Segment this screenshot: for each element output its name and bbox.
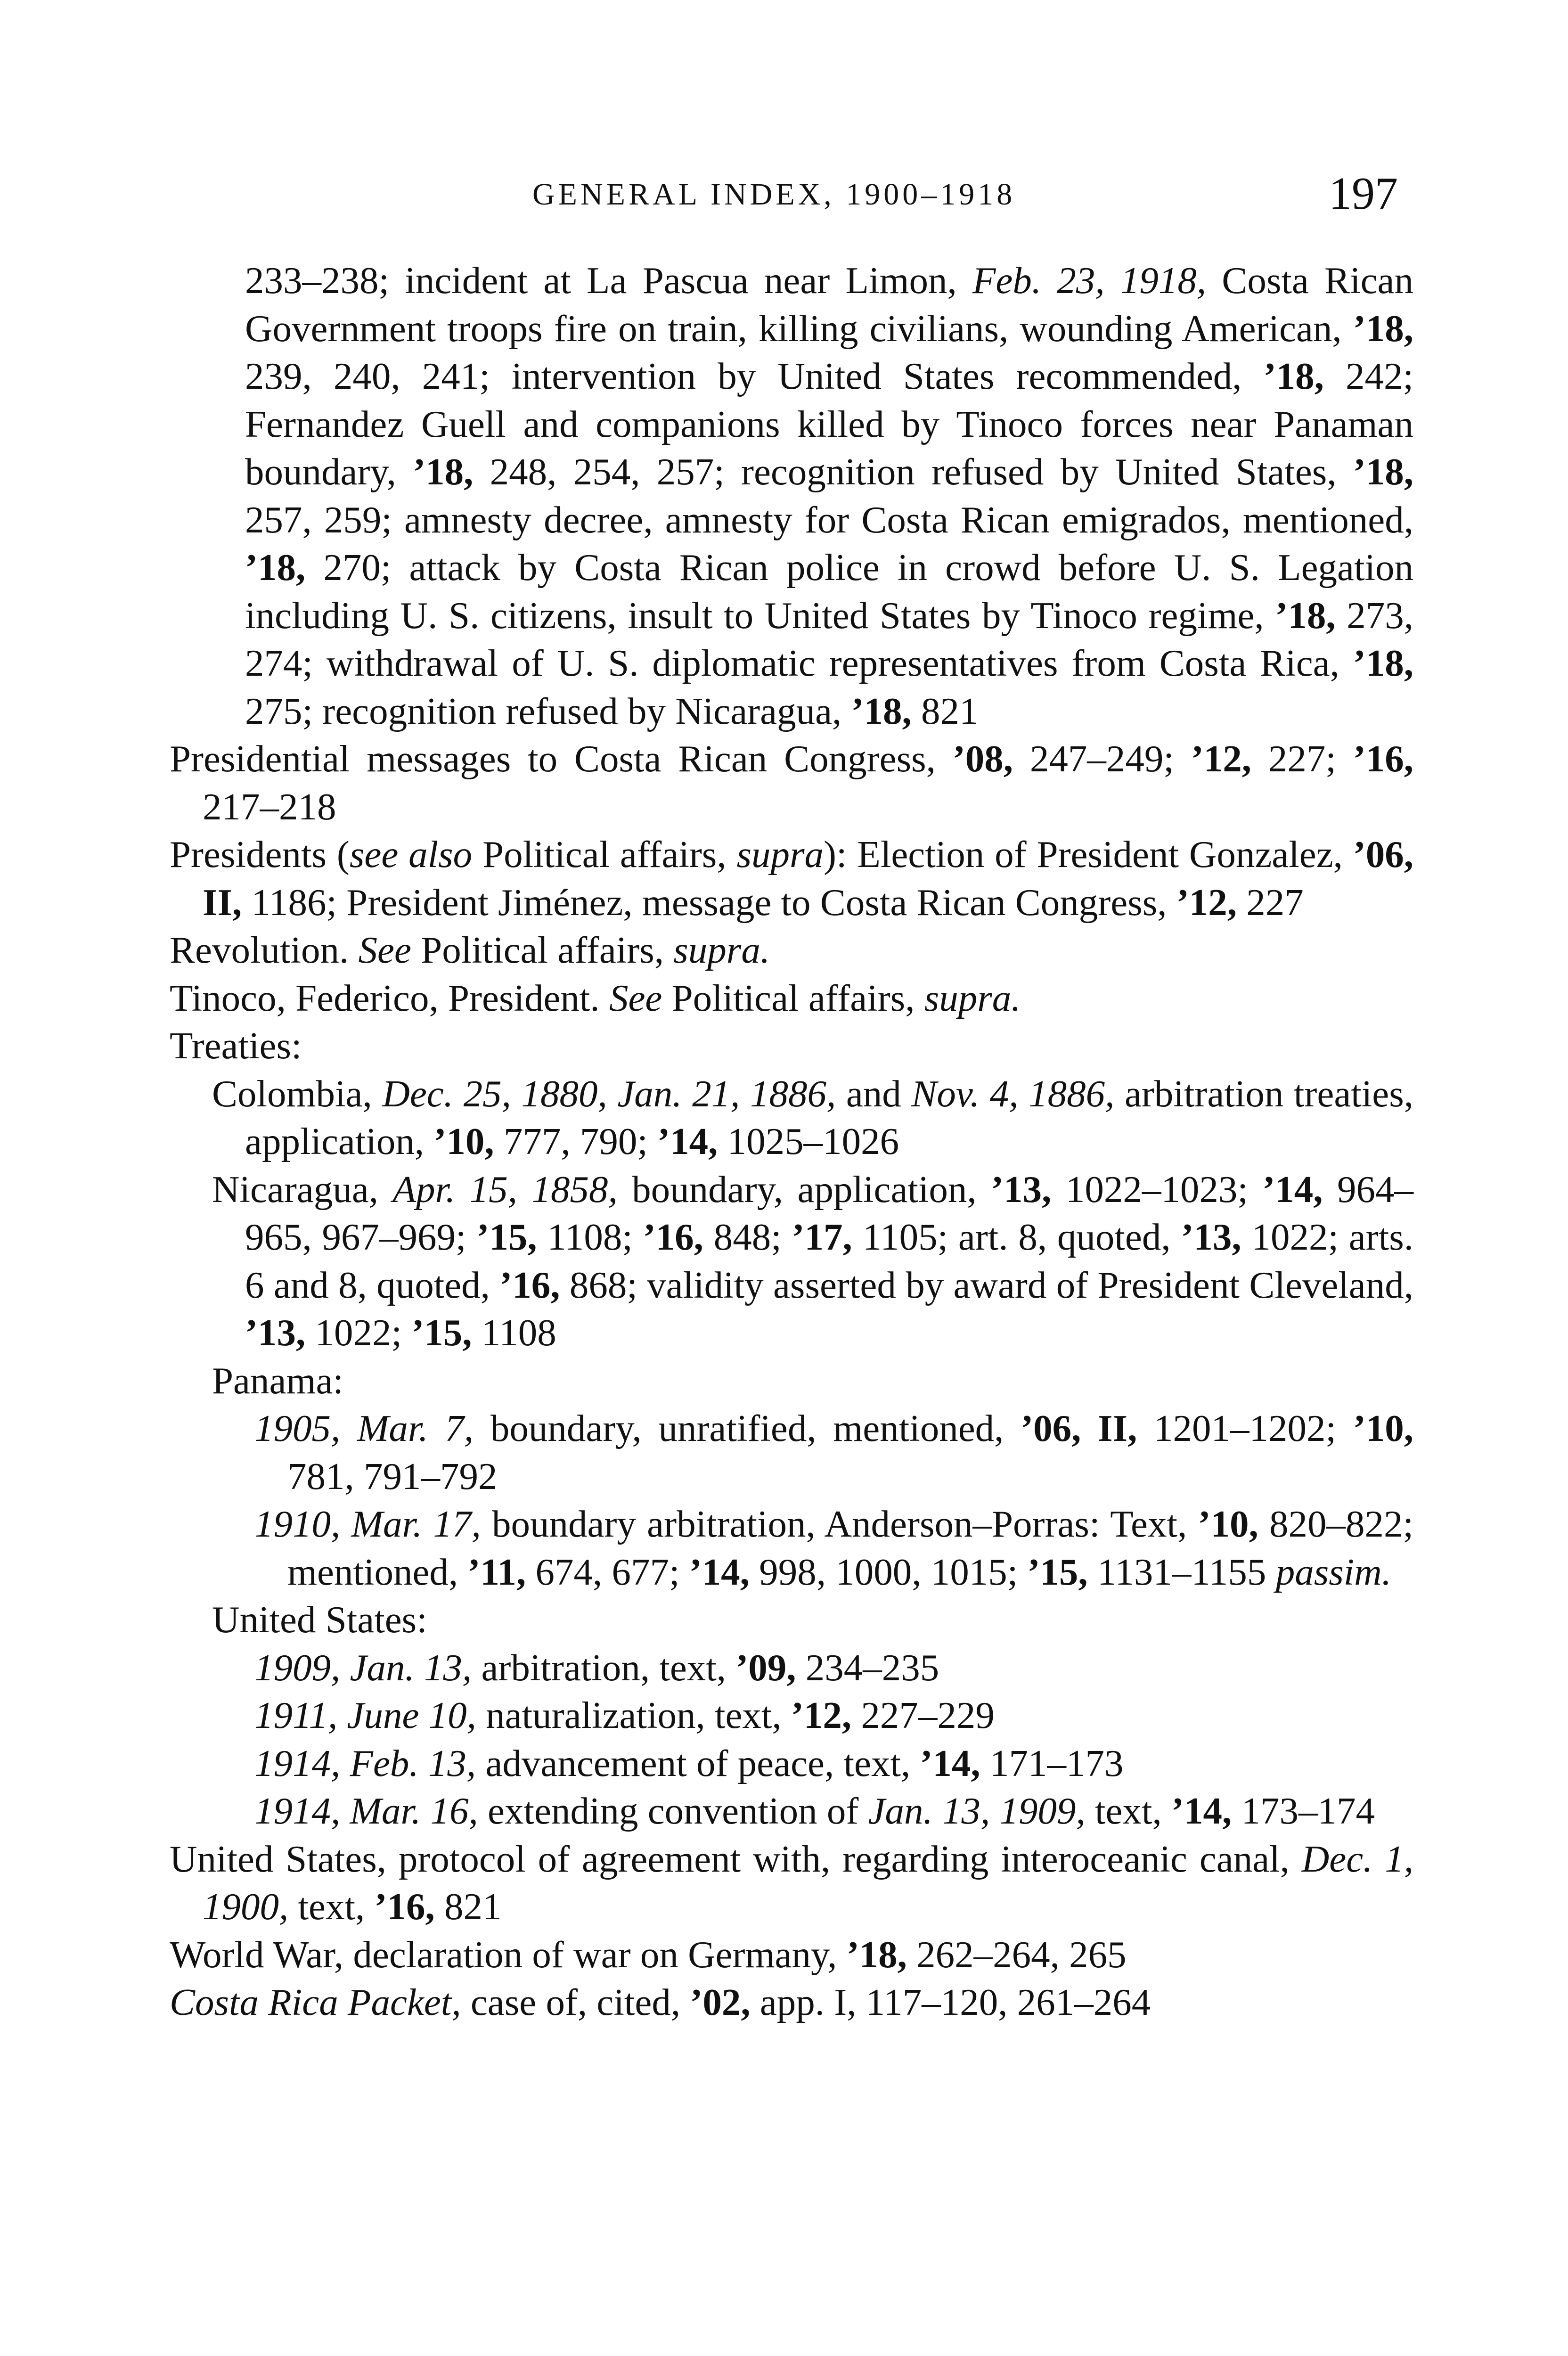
index-entry-tinoco: Tinoco, Federico, President. See Political affairs, supra. [170,976,1021,1019]
index-entry-panama-1905: 1905, Mar. 7, boundary, unratified, mentioned, ’06, II, 1201–1202; ’10, 781, 791–792 [254,1407,1413,1497]
index-entry-panama-1910: 1910, Mar. 17, boundary arbitration, Anderson–Porras: Text, ’10, 820–822; mentioned, ’11, 674, 677; ’14, 998, 1000, 1015; ’15, 1131–1155 passim. [254,1503,1413,1593]
page-number: 197 [1329,168,1398,219]
index-heading-united-states: United States: [212,1598,427,1641]
index-entry-presidential-messages: Presidential messages to Costa Rican Congress, ’08, 247–249; ’12, 227; ’16, 217–218 [170,737,1414,828]
index-entry-us-1911: 1911, June 10, naturalization, text, ’12, 227–229 [254,1694,995,1736]
index-entry-us-1914-feb: 1914, Feb. 13, advancement of peace, text, ’14, 171–173 [254,1742,1124,1784]
index-entry-us-1914-mar: 1914, Mar. 16, extending convention of Jan. 13, 1909, text, ’14, 173–174 [254,1790,1375,1832]
index-entry-us-protocol: United States, protocol of agreement with, regarding interoceanic canal, Dec. 1, 1900, text, ’16, 821 [170,1837,1413,1928]
index-entry-presidents: Presidents (see also Political affairs, supra): Election of President Gonzalez, ’06, II, 1186; President Jiménez, message to Costa Rican Congress, ’12, 227 [170,833,1414,924]
page-header [0,167,1568,224]
index-entry-revolution: Revolution. See Political affairs, supra. [170,929,770,971]
index-entry-nicaragua: Nicaragua, Apr. 15, 1858, boundary, application, ’13, 1022–1023; ’14, 964–965, 967–969; ’15, 1108; ’16, 848; ’17, 1105; art. 8, quoted, ’13, 1022; arts. 6 and 8, quoted, ’16, 868; validity asserted by award of President Cleveland, ’13, 1022; ’15, 1108 [212,1168,1414,1354]
index-heading-panama: Panama: [212,1359,343,1402]
index-entry-world-war: World War, declaration of war on Germany, ’18, 262–264, 265 [170,1933,1127,1976]
index-entry-colombia: Colombia, Dec. 25, 1880, Jan. 21, 1886, and Nov. 4, 1886, arbitration treaties, application, ’10, 777, 790; ’14, 1025–1026 [212,1072,1414,1162]
index-entry-us-1909: 1909, Jan. 13, arbitration, text, ’09, 234–235 [254,1646,939,1689]
index-entry-costa-rica-packet: Costa Rica Packet, case of, cited, ’02, app. I, 117–120, 261–264 [170,1981,1151,2023]
index-entry-continuation: 233–238; incident at La Pascua near Limon, Feb. 23, 1918, Costa Rican Government troops fire on train, killing civilians, wounding American, ’18, 239, 240, 241; intervention by United States recommended, ’18, 242; Fernandez Guell and companions killed by Tinoco forces near Panaman boundary, ’18, 248, 254, 257; recognition refused by United States, ’18, 257, 259; amnesty decree, amnesty for Costa Rican emigrados, mentioned, ’18, 270; attack by Costa Rican police in crowd before U. S. Legation including U. S. citizens, insult to United States by Tinoco regime, ’18, 273, 274; withdrawal of U. S. diplomatic representatives from Costa Rica, ’18, 275; recognition refused by Nicaragua, ’18, 821 [245,259,1414,732]
index-heading-treaties: Treaties: [170,1024,302,1067]
index-body [170,257,1413,2027]
running-title: GENERAL INDEX, 1900–1918 [532,177,1016,212]
